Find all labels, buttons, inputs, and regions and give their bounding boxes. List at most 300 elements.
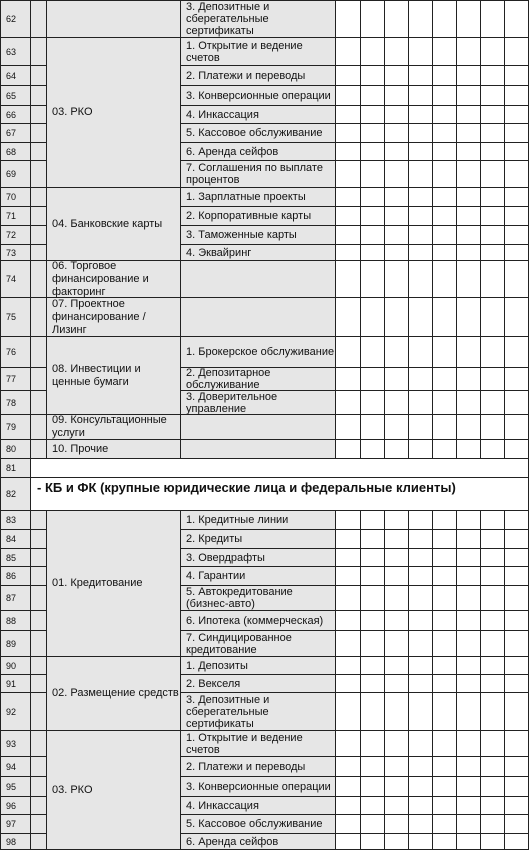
value-cells [336,797,529,814]
value-cell[interactable] [433,440,457,458]
value-cell[interactable] [481,368,505,390]
value-cell[interactable] [433,161,457,187]
value-cell[interactable] [361,797,385,814]
table-row [0,458,529,477]
value-cell[interactable] [457,143,481,160]
value-cell[interactable] [361,66,385,85]
value-cell[interactable] [336,106,361,123]
value-cell[interactable] [505,261,529,297]
value-cell[interactable] [505,777,529,796]
blank-row [31,459,529,477]
value-cell[interactable] [385,777,409,796]
value-cell[interactable] [409,567,433,585]
value-cell[interactable] [409,530,433,548]
row-number: 62 [0,1,31,37]
value-cell[interactable] [409,261,433,297]
value-cell[interactable] [481,657,505,674]
value-cell[interactable] [457,298,481,336]
value-cell[interactable] [433,675,457,692]
value-cell[interactable] [409,207,433,225]
value-cell[interactable] [336,66,361,85]
value-cell[interactable] [336,124,361,142]
value-cell[interactable] [336,675,361,692]
value-cell[interactable] [336,298,361,336]
value-cell[interactable] [409,511,433,529]
value-cell[interactable] [385,143,409,160]
value-cell[interactable] [336,586,361,610]
value-cell[interactable] [457,797,481,814]
value-cell[interactable] [505,693,529,730]
value-cell[interactable] [409,161,433,187]
value-cell[interactable] [409,415,433,439]
value-cell[interactable] [336,207,361,225]
value-cell[interactable] [336,440,361,458]
value-cell[interactable] [409,38,433,65]
value-cells [336,86,529,105]
value-cell[interactable] [409,1,433,37]
value-cell[interactable] [361,415,385,439]
value-cell[interactable] [481,530,505,548]
value-cell[interactable] [336,143,361,160]
value-cell[interactable] [433,611,457,630]
value-cell[interactable] [361,261,385,297]
value-cell[interactable] [385,106,409,123]
value-cell[interactable] [505,567,529,585]
value-cell[interactable] [433,226,457,244]
blank-column-cell [31,834,47,850]
value-cells [336,567,529,585]
value-cell[interactable] [433,757,457,776]
value-cell[interactable] [457,66,481,85]
value-cell[interactable] [433,86,457,105]
value-cell[interactable] [433,261,457,297]
value-cell[interactable] [409,777,433,796]
value-cell[interactable] [457,757,481,776]
value-cell[interactable] [336,834,361,850]
product-cell: 2. Депозитарное обслуживание [181,368,336,390]
value-cell[interactable] [385,415,409,439]
value-cell[interactable] [361,731,385,756]
value-cell[interactable] [433,143,457,160]
value-cell[interactable] [361,834,385,850]
value-cell[interactable] [361,675,385,692]
value-cell[interactable] [481,586,505,610]
value-cell[interactable] [457,415,481,439]
value-cell[interactable] [457,261,481,297]
value-cell[interactable] [505,415,529,439]
value-cell[interactable] [361,657,385,674]
value-cell[interactable] [361,440,385,458]
value-cell[interactable] [457,675,481,692]
value-cell[interactable] [481,66,505,85]
value-cell[interactable] [385,368,409,390]
value-cell[interactable] [433,391,457,414]
value-cell[interactable] [361,815,385,833]
value-cell[interactable] [481,124,505,142]
value-cell[interactable] [505,675,529,692]
value-cell[interactable] [409,188,433,206]
value-cell[interactable] [336,226,361,244]
value-cell[interactable] [505,86,529,105]
value-cell[interactable] [505,611,529,630]
value-cell[interactable] [409,834,433,850]
value-cell[interactable] [457,586,481,610]
value-cell[interactable] [409,797,433,814]
value-cell[interactable] [505,815,529,833]
value-cell[interactable] [505,631,529,656]
value-cell[interactable] [457,368,481,390]
value-cell[interactable] [457,834,481,850]
value-cell[interactable] [385,188,409,206]
value-cell[interactable] [409,815,433,833]
value-cell[interactable] [457,777,481,796]
value-cell[interactable] [481,611,505,630]
value-cell[interactable] [481,567,505,585]
value-cell[interactable] [336,86,361,105]
value-cell[interactable] [361,124,385,142]
product-cell: 5. Автокредитование (бизнес-авто) [181,586,336,610]
value-cell[interactable] [409,731,433,756]
value-cell[interactable] [433,1,457,37]
value-cell[interactable] [385,66,409,85]
value-cell[interactable] [505,188,529,206]
value-cell[interactable] [385,567,409,585]
value-cell[interactable] [409,675,433,692]
value-cell[interactable] [409,124,433,142]
value-cell[interactable] [336,631,361,656]
value-cell[interactable] [457,124,481,142]
value-cell[interactable] [505,143,529,160]
value-cell[interactable] [361,693,385,730]
value-cell[interactable] [433,106,457,123]
value-cell[interactable] [481,188,505,206]
value-cell[interactable] [361,38,385,65]
value-cell[interactable] [433,511,457,529]
value-cell[interactable] [433,797,457,814]
value-cell[interactable] [433,657,457,674]
value-cell[interactable] [385,1,409,37]
value-cell[interactable] [433,631,457,656]
value-cell[interactable] [336,391,361,414]
value-cell[interactable] [361,188,385,206]
value-cell[interactable] [385,226,409,244]
value-cell[interactable] [433,815,457,833]
value-cell[interactable] [505,391,529,414]
value-cell[interactable] [433,834,457,850]
value-cell[interactable] [361,757,385,776]
value-cell[interactable] [433,777,457,796]
value-cell[interactable] [361,106,385,123]
value-cell[interactable] [385,757,409,776]
value-cell[interactable] [457,86,481,105]
value-cell[interactable] [481,391,505,414]
value-cell[interactable] [505,731,529,756]
value-cell[interactable] [433,368,457,390]
value-cell[interactable] [385,38,409,65]
value-cell[interactable] [505,797,529,814]
value-cell[interactable] [336,567,361,585]
value-cell[interactable] [505,368,529,390]
value-cell[interactable] [481,261,505,297]
value-cell[interactable] [457,567,481,585]
value-cell[interactable] [361,586,385,610]
value-cell[interactable] [409,693,433,730]
value-cell[interactable] [336,693,361,730]
value-cell[interactable] [433,38,457,65]
value-cell[interactable] [385,530,409,548]
value-cell[interactable] [361,207,385,225]
value-cell[interactable] [361,567,385,585]
value-cell[interactable] [409,143,433,160]
value-cell[interactable] [481,86,505,105]
value-cell[interactable] [385,261,409,297]
value-cell[interactable] [457,611,481,630]
value-cell[interactable] [385,657,409,674]
value-cell[interactable] [505,38,529,65]
value-cell[interactable] [457,511,481,529]
value-cell[interactable] [409,611,433,630]
value-cell[interactable] [457,440,481,458]
value-cell[interactable] [336,38,361,65]
value-cell[interactable] [481,731,505,756]
value-cell[interactable] [505,106,529,123]
value-cell[interactable] [505,549,529,566]
value-cell[interactable] [409,391,433,414]
value-cell[interactable] [361,86,385,105]
value-cell[interactable] [481,834,505,850]
value-cell[interactable] [361,549,385,566]
value-cell[interactable] [481,415,505,439]
value-cell[interactable] [385,245,409,260]
value-cell[interactable] [481,226,505,244]
value-cell[interactable] [361,337,385,367]
value-cell[interactable] [433,693,457,730]
value-cell[interactable] [481,693,505,730]
value-cell[interactable] [385,797,409,814]
value-cell[interactable] [409,226,433,244]
value-cell[interactable] [505,757,529,776]
value-cell[interactable] [385,207,409,225]
value-cell[interactable] [336,731,361,756]
value-cell[interactable] [336,415,361,439]
value-cell[interactable] [409,245,433,260]
value-cell[interactable] [457,731,481,756]
value-cell[interactable] [361,226,385,244]
value-cell[interactable] [481,511,505,529]
value-cell[interactable] [505,298,529,336]
value-cell[interactable] [336,815,361,833]
value-cell[interactable] [505,161,529,187]
value-cell[interactable] [385,440,409,458]
value-cell[interactable] [336,245,361,260]
value-cells [336,834,529,850]
value-cell[interactable] [457,530,481,548]
value-cell[interactable] [481,440,505,458]
value-cell[interactable] [409,86,433,105]
blank-column-cell [31,815,47,833]
value-cell[interactable] [505,66,529,85]
value-cell[interactable] [457,161,481,187]
value-cell[interactable] [361,511,385,529]
value-cell[interactable] [409,66,433,85]
value-cell[interactable] [409,337,433,367]
value-cell[interactable] [433,415,457,439]
value-cell[interactable] [481,757,505,776]
product-cell: 4. Эквайринг [181,245,336,260]
value-cell[interactable] [361,245,385,260]
value-cell[interactable] [336,549,361,566]
value-cell[interactable] [457,549,481,566]
value-cell[interactable] [433,337,457,367]
value-cell[interactable] [505,207,529,225]
value-cell[interactable] [336,161,361,187]
value-cell[interactable] [505,124,529,142]
value-cell[interactable] [505,530,529,548]
value-cell[interactable] [481,298,505,336]
value-cell[interactable] [409,106,433,123]
value-cell[interactable] [336,337,361,367]
value-cell[interactable] [481,38,505,65]
value-cell[interactable] [481,1,505,37]
value-cell[interactable] [385,586,409,610]
value-cell[interactable] [385,298,409,336]
value-cell[interactable] [505,245,529,260]
value-cell[interactable] [481,161,505,187]
value-cell[interactable] [361,143,385,160]
value-cell[interactable] [505,586,529,610]
value-cell[interactable] [457,631,481,656]
value-cell[interactable] [457,106,481,123]
value-cell[interactable] [336,657,361,674]
value-cell[interactable] [336,757,361,776]
value-cell[interactable] [385,834,409,850]
product-cell [181,261,336,297]
value-cell[interactable] [409,586,433,610]
value-cell[interactable] [385,337,409,367]
value-cell[interactable] [336,511,361,529]
value-cell[interactable] [361,391,385,414]
value-cell[interactable] [433,207,457,225]
value-cell[interactable] [385,675,409,692]
value-cell[interactable] [457,188,481,206]
value-cell[interactable] [457,337,481,367]
value-cell[interactable] [409,631,433,656]
value-cell[interactable] [481,549,505,566]
blank-column-cell [31,511,47,529]
value-cell[interactable] [361,298,385,336]
value-cell[interactable] [481,675,505,692]
value-cell[interactable] [409,757,433,776]
value-cell[interactable] [361,611,385,630]
value-cell[interactable] [505,657,529,674]
value-cell[interactable] [336,530,361,548]
value-cell[interactable] [361,368,385,390]
value-cells [336,106,529,123]
value-cell[interactable] [409,368,433,390]
value-cell[interactable] [385,611,409,630]
value-cell[interactable] [481,245,505,260]
value-cell[interactable] [433,66,457,85]
value-cell[interactable] [481,143,505,160]
value-cell[interactable] [481,631,505,656]
value-cell[interactable] [457,38,481,65]
value-cell[interactable] [505,511,529,529]
value-cell[interactable] [409,657,433,674]
value-cell[interactable] [505,226,529,244]
value-cell[interactable] [481,337,505,367]
value-cell[interactable] [385,86,409,105]
value-cell[interactable] [433,549,457,566]
value-cell[interactable] [481,777,505,796]
value-cell[interactable] [433,731,457,756]
value-cell[interactable] [457,657,481,674]
value-cell[interactable] [433,124,457,142]
value-cell[interactable] [433,586,457,610]
value-cell[interactable] [409,298,433,336]
value-cell[interactable] [457,207,481,225]
value-cell[interactable] [385,631,409,656]
value-cell[interactable] [336,1,361,37]
value-cell[interactable] [361,631,385,656]
value-cell[interactable] [433,567,457,585]
value-cell[interactable] [457,693,481,730]
value-cell[interactable] [433,188,457,206]
value-cell[interactable] [457,1,481,37]
value-cell[interactable] [361,777,385,796]
value-cell[interactable] [409,440,433,458]
row-number: 68 [0,143,31,160]
category-cell: 07. Проектное финансирование / Лизинг [47,297,181,336]
value-cell[interactable] [505,834,529,850]
value-cell[interactable] [457,391,481,414]
value-cell[interactable] [385,511,409,529]
value-cell[interactable] [361,161,385,187]
value-cell[interactable] [433,530,457,548]
value-cell[interactable] [385,731,409,756]
value-cell[interactable] [361,530,385,548]
value-cell[interactable] [481,106,505,123]
value-cell[interactable] [336,188,361,206]
blank-column-cell [31,530,47,548]
value-cell[interactable] [336,777,361,796]
value-cell[interactable] [385,815,409,833]
value-cell[interactable] [336,368,361,390]
value-cell[interactable] [505,440,529,458]
value-cell[interactable] [481,797,505,814]
value-cell[interactable] [336,611,361,630]
value-cell[interactable] [385,693,409,730]
value-cell[interactable] [336,797,361,814]
value-cell[interactable] [385,161,409,187]
value-cell[interactable] [457,815,481,833]
blank-column-cell [31,757,47,776]
value-cell[interactable] [336,261,361,297]
product-cell: 6. Аренда сейфов [181,143,336,160]
value-cell[interactable] [481,815,505,833]
value-cell[interactable] [433,298,457,336]
value-cell[interactable] [481,207,505,225]
value-cell[interactable] [409,549,433,566]
value-cell[interactable] [505,337,529,367]
value-cell[interactable] [457,226,481,244]
value-cell[interactable] [433,245,457,260]
value-cell[interactable] [505,1,529,37]
value-cell[interactable] [385,124,409,142]
value-cell[interactable] [361,1,385,37]
value-cell[interactable] [385,549,409,566]
value-cell[interactable] [457,245,481,260]
value-cell[interactable] [385,391,409,414]
